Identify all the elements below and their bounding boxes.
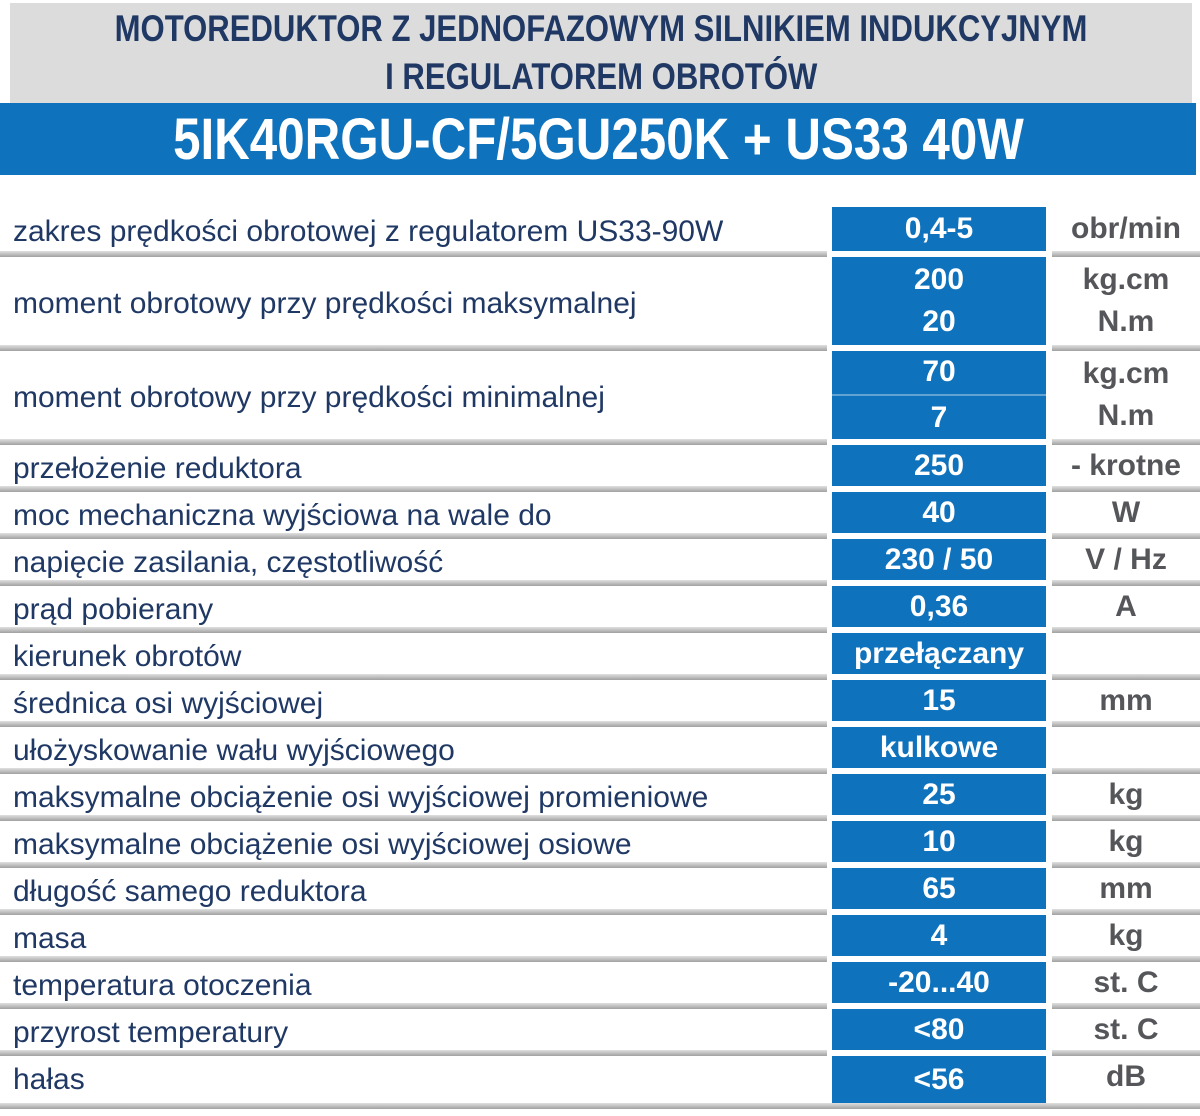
spec-row — [0, 680, 1200, 727]
spec-label: maksymalne obciążenie osi wyjściowej osiowe — [13, 827, 632, 861]
spec-unit-cell — [1052, 915, 1200, 962]
spec-unit: dB — [1106, 1059, 1146, 1093]
spec-label-cell — [0, 962, 827, 1009]
spec-label-cell — [0, 351, 827, 445]
spec-unit: W — [1111, 495, 1141, 529]
spec-row — [0, 1056, 1200, 1103]
spec-label: napięcie zasilania, częstotliwość — [13, 545, 444, 579]
spec-value: przełączany — [853, 636, 1025, 670]
spec-label: kierunek obrotów — [13, 639, 242, 673]
spec-row — [0, 727, 1200, 774]
spec-label-cell — [0, 492, 827, 539]
page-title-line2 — [10, 53, 1192, 101]
spec-value: 70 — [922, 355, 956, 389]
spec-unit: st. C — [1093, 1012, 1159, 1046]
spec-value: 15 — [922, 683, 956, 717]
spec-label: moment obrotowy przy prędkości minimalnej — [13, 381, 605, 414]
spec-value-pill — [832, 207, 1046, 251]
spec-value-cell — [827, 351, 1052, 445]
spec-value-pill — [832, 633, 1046, 674]
spec-label: moc mechaniczna wyjściowa na wale do — [13, 498, 552, 532]
spec-label: moment obrotowy przy prędkości maksymalnej — [13, 287, 637, 320]
spec-label: przełożenie reduktora — [13, 451, 302, 485]
spec-unit-cell — [1052, 492, 1200, 539]
spec-value-cell — [827, 1056, 1052, 1103]
spec-row — [0, 539, 1200, 586]
spec-value-pill — [832, 868, 1046, 909]
spec-unit-cell — [1052, 1056, 1200, 1103]
spec-value: 65 — [922, 871, 956, 905]
spec-unit-cell — [1052, 868, 1200, 915]
spec-value: 230 / 50 — [884, 542, 994, 576]
spec-value-pill — [832, 1009, 1046, 1050]
spec-unit-cell — [1052, 257, 1200, 351]
spec-unit-cell — [1052, 962, 1200, 1009]
spec-row — [0, 445, 1200, 492]
spec-row — [0, 962, 1200, 1009]
spec-value-pill — [832, 492, 1046, 533]
spec-row — [0, 1009, 1200, 1056]
page-title-line1 — [10, 5, 1192, 53]
spec-value-pill — [832, 586, 1046, 627]
spec-unit-cell — [1052, 633, 1200, 680]
spec-value: <56 — [913, 1062, 965, 1096]
bottom-rule — [0, 1103, 1200, 1109]
spec-value: -20...40 — [888, 965, 990, 999]
spec-value: kulkowe — [879, 730, 999, 764]
spec-value-pill — [832, 680, 1046, 721]
spec-unit-cell — [1052, 207, 1200, 257]
spec-unit: A — [1115, 589, 1137, 623]
spec-value: 200 — [913, 263, 965, 297]
spec-label-cell — [0, 915, 827, 962]
spec-value: 10 — [922, 824, 956, 858]
spec-unit: obr/min — [1071, 212, 1181, 245]
spec-label-cell — [0, 633, 827, 680]
spec-row — [0, 207, 1200, 257]
spec-unit: kg — [1108, 918, 1144, 952]
page-title-line1-text: MOTOREDUKTOR Z JEDNOFAZOWYM SILNIKIEM INDUKCYJNYM — [114, 8, 1088, 49]
spec-value-cell — [827, 821, 1052, 868]
spec-label: ułożyskowanie wału wyjściowego — [13, 733, 455, 767]
header — [10, 3, 1192, 103]
spec-value-cell — [827, 257, 1052, 351]
spec-value-cell — [827, 727, 1052, 774]
spec-value: 0,36 — [909, 589, 969, 623]
spec-label: prąd pobierany — [13, 592, 214, 626]
spec-value-cell — [827, 586, 1052, 633]
spec-label-cell — [0, 821, 827, 868]
spec-value: 20 — [922, 304, 956, 338]
spec-unit-cell — [1052, 821, 1200, 868]
spec-value-cell — [827, 539, 1052, 586]
spec-label-cell — [0, 727, 827, 774]
spec-label: temperatura otoczenia — [13, 968, 312, 1002]
spec-unit: st. C — [1093, 965, 1159, 999]
spec-unit: V / Hz — [1085, 542, 1167, 576]
spec-unit: kg.cm — [1082, 357, 1170, 391]
spec-value-pill — [832, 821, 1046, 862]
spec-label-cell — [0, 680, 827, 727]
spec-unit-cell — [1052, 351, 1200, 445]
spec-unit: kg — [1108, 777, 1144, 811]
spec-unit-cell — [1052, 680, 1200, 727]
spec-value-cell — [827, 1009, 1052, 1056]
spec-row — [0, 492, 1200, 539]
spec-label: średnica osi wyjściowej — [13, 686, 324, 720]
spec-value: 4 — [930, 918, 948, 952]
spec-value: 0,4-5 — [904, 212, 974, 245]
spec-row — [0, 821, 1200, 868]
spec-value-cell — [827, 774, 1052, 821]
spec-unit: mm — [1099, 683, 1153, 717]
spec-label-cell — [0, 207, 827, 257]
spec-label-cell — [0, 586, 827, 633]
spec-value-pill — [832, 445, 1046, 486]
spec-value-cell — [827, 207, 1052, 257]
spec-value-cell — [827, 633, 1052, 680]
spec-value-pill — [832, 257, 1046, 345]
spec-unit: mm — [1099, 871, 1153, 905]
spec-row — [0, 351, 1200, 445]
spec-label: długość samego reduktora — [13, 874, 367, 908]
model-banner — [0, 103, 1196, 175]
spec-value-cell — [827, 868, 1052, 915]
spec-unit-cell — [1052, 539, 1200, 586]
spec-value-pill — [832, 351, 1046, 439]
spec-label: masa — [13, 921, 87, 955]
spec-unit: kg — [1108, 824, 1144, 858]
spec-unit-cell — [1052, 445, 1200, 492]
spec-label-cell — [0, 1056, 827, 1103]
spec-label-cell — [0, 774, 827, 821]
spec-value-cell — [827, 492, 1052, 539]
spec-value-pill — [832, 915, 1046, 956]
spec-unit: kg.cm — [1082, 263, 1170, 297]
spec-unit-cell — [1052, 774, 1200, 821]
spec-row — [0, 774, 1200, 821]
spec-row — [0, 633, 1200, 680]
spec-label: hałas — [13, 1062, 85, 1096]
spec-value: <80 — [913, 1012, 965, 1046]
spec-value-pill — [832, 962, 1046, 1003]
page-title-line2-text: I REGULATOREM OBROTÓW — [384, 56, 818, 97]
spec-value-cell — [827, 915, 1052, 962]
spec-label: maksymalne obciążenie osi wyjściowej promieniowe — [13, 780, 709, 814]
model-number: 5IK40RGU-CF/5GU250K + US33 40W — [172, 106, 1024, 172]
spec-value: 7 — [832, 394, 1046, 436]
spec-label-cell — [0, 1009, 827, 1056]
spec-label-cell — [0, 868, 827, 915]
spec-sheet — [0, 3, 1200, 1116]
spec-value: 250 — [913, 448, 965, 482]
spec-unit: N.m — [1097, 304, 1155, 338]
spec-label-cell — [0, 445, 827, 492]
spec-value: 40 — [922, 495, 956, 529]
spec-value-cell — [827, 680, 1052, 727]
spec-value-pill — [832, 727, 1046, 768]
spec-row — [0, 915, 1200, 962]
spec-value-pill — [832, 539, 1046, 580]
spec-value-pill — [832, 1056, 1046, 1103]
spec-value-pill — [832, 774, 1046, 815]
spec-unit-cell — [1052, 727, 1200, 774]
spec-value-cell — [827, 962, 1052, 1009]
spec-unit: N.m — [1097, 398, 1155, 432]
spec-unit-cell — [1052, 1009, 1200, 1056]
spec-value: 25 — [922, 777, 956, 811]
spec-label: zakres prędkości obrotowej z regulatorem US33-90W — [13, 215, 724, 248]
spec-label: przyrost temperatury — [13, 1015, 289, 1049]
spec-row — [0, 868, 1200, 915]
spec-table — [0, 207, 1200, 1103]
spec-row — [0, 257, 1200, 351]
spec-row — [0, 586, 1200, 633]
spec-label-cell — [0, 257, 827, 351]
spec-unit-cell — [1052, 586, 1200, 633]
spec-label-cell — [0, 539, 827, 586]
spec-value-cell — [827, 445, 1052, 492]
spec-unit: - krotne — [1070, 448, 1181, 482]
